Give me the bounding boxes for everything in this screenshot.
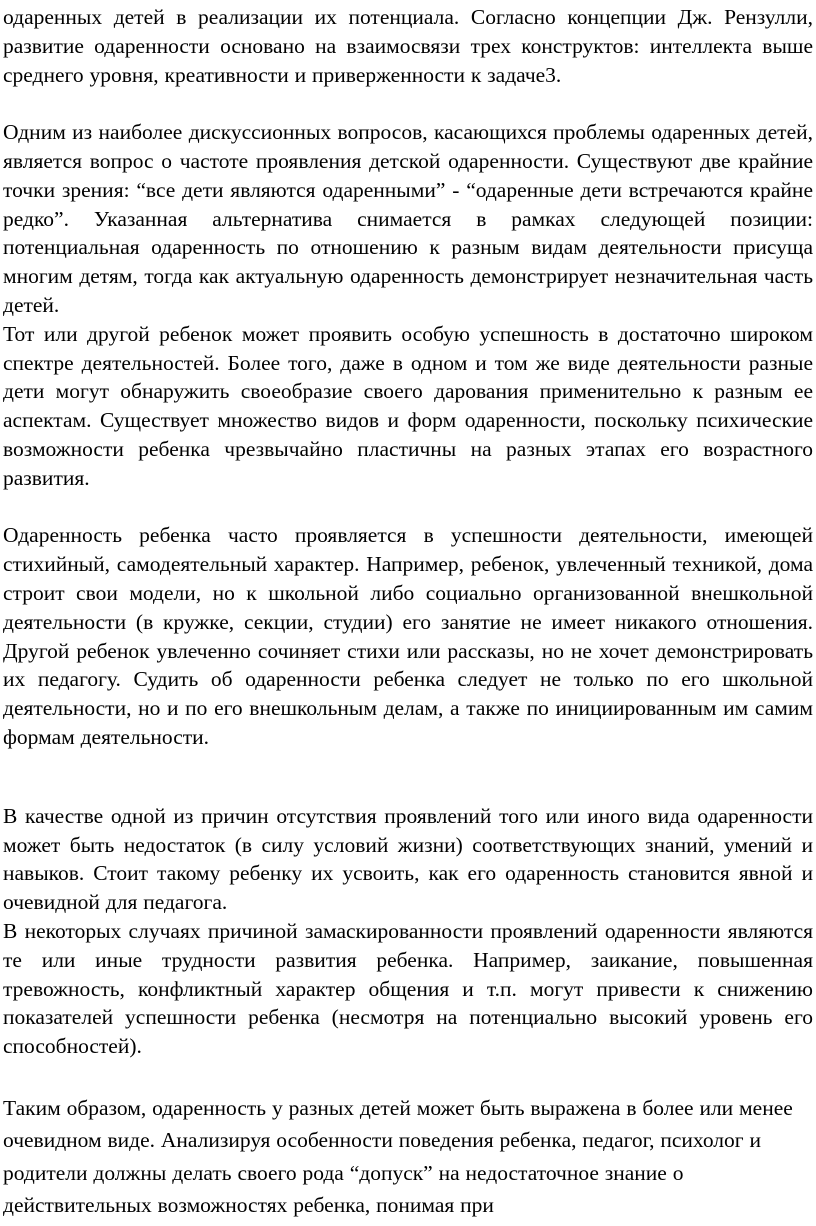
paragraph-gap	[3, 752, 813, 802]
paragraph-lack-of-skills: В качестве одной из причин отсутствия проявлений того или иного вида одаренности может быть недостаток (в силу условий жизни) соответствующих знаний, умений и навыков. Стоит такому ребенку их усвоить, как его одаренность становится явной и очевидной для педагога.	[3, 803, 813, 915]
paragraph-developmental-difficulties: В некоторых случаях причиной замаскированности проявлений одаренности являются те или иные трудности развития ребенка. Например, заикание, повышенная тревожность, конфликтный характер общения и т.п. могут привести к снижению показателей успешности ребенка (несмотря на потенциально высокий уровень его способностей).	[3, 918, 813, 1059]
paragraph-gap	[3, 493, 813, 522]
paragraph-discussion-question: Одним из наиболее дискуссионных вопросов, касающихся проблемы одаренных детей, является вопрос о частоте проявления детской одаренности. Существуют две крайние точки зрения: “все дети являются одаренными” - “одаренные дети встречаются крайне редко”. Указанная альтернатива снимается в рамках следующей позиции: потенциальная одаренность по отношению к разным видам деятельности присуща многим детям, тогда как актуальную одаренность демонстрирует незначительная часть детей.	[3, 120, 813, 317]
paragraph-spectrum-of-activities: Тот или другой ребенок может проявить особую успешность в достаточно широком спектре деятельностей. Более того, даже в одном и том же виде деятельности разные дети могут обнаружить своеобразие своего дарования применительно к разным ее аспектам. Существует множество видов и форм одаренности, поскольку психические возможности ребенка чрезвычайно пластичны на разных этапах его возрастного развития.	[3, 321, 813, 490]
paragraph-conclusion: Таким образом, одаренность у разных детей может быть выражена в более или менее очевидном виде. Анализируя особенности поведения ребенка, педагог, психолог и родители должны делать своего рода “допуск” на недостаточное знание о действительных возможностях ребенка, понимая при	[3, 1095, 793, 1218]
paragraph-renzulli-concept: одаренных детей в реализации их потенциала. Согласно концепции Дж. Рензулли, развитие одаренности основано на взаимосвязи трех конструктов: интеллекта выше среднего уровня, креативности и приверженности к задаче3.	[3, 5, 813, 87]
paragraph-gap	[3, 1061, 813, 1090]
paragraph-gap	[3, 89, 813, 118]
document-page	[3, 0, 813, 1222]
paragraph-spontaneous-activity: Одаренность ребенка часто проявляется в успешности деятельности, имеющей стихийный, самодеятельный характер. Например, ребенок, увлеченный техникой, дома строит свои модели, но к школьной либо социально организованной внешкольной деятельности (в кружке, секции, студии) его занятие не имеет никакого отношения. Другой ребенок увлеченно сочиняет стихи или рассказы, но не хочет демонстрировать их педагогу. Судить об одаренности ребенка следует не только по его школьной деятельности, но и по его внешкольным делам, а также по инициированным им самим формам деятельности.	[3, 523, 813, 749]
